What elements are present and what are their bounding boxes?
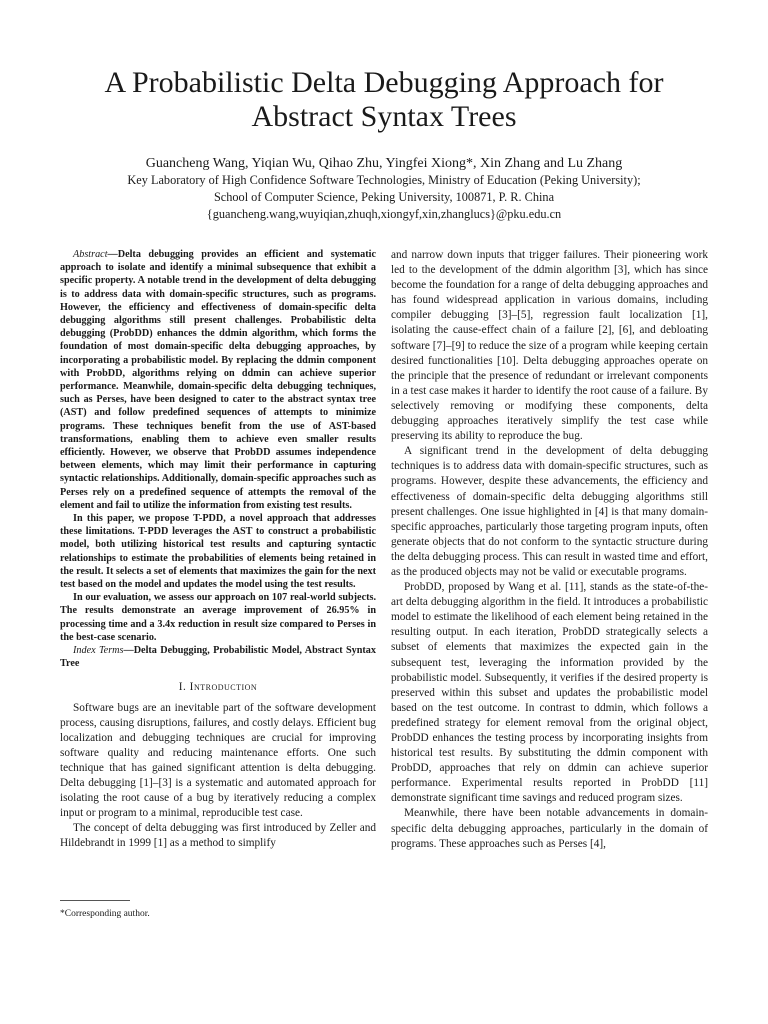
abstract-paragraph-3: In our evaluation, we assess our approach on 107 real-world subjects. The results demonstrate an average improvement of 26.95% in processing time and a 3.4x reduction in result size compared to Perses in the best-case scenario. bbox=[60, 592, 376, 643]
right-column bbox=[391, 248, 708, 852]
author-emails: {guancheng.wang,wuyiqian,zhuqh,xiongyf,xin,zhanglucs}@pku.edu.cn bbox=[206, 207, 562, 221]
title-line-2: Abstract Syntax Trees bbox=[251, 100, 517, 133]
abstract-text-1: —Delta debugging provides an efficient and systematic approach to isolate and identify a minimal subsequence that exhibit a specific property. A notable trend in the development of delta debugging is to address data with domain-specific structures, such as programs. However, the efficiency and effectiveness of domain-specific delta debugging algorithms still present challenges. Probabilistic delta debugging (ProbDD) enhances the ddmin algorithm, which forms the foundation of most domain-specific delta debugging approaches, by incorporating a probabilistic model. By replacing the ddmin component with ProbDD, algorithms relying on ddmin can achieve superior performance. Meanwhile, domain-specific delta debugging techniques, such as Perses, have been designed to cater to the abstract syntax tree (AST) and follow predefined sequences of attempts to minimize programs. These techniques benefit from the use of AST-based transformations, enabling them to achieve even smaller results efficiently. However, we observe that ProbDD assumes independence between elements, which may limit their performance in capturing syntactic relationships. Additionally, domain-specific approaches such as Perses rely on a predefined sequence of attempts the removal of the element and fail to utilize the information from existing test results. bbox=[60, 249, 376, 511]
intro-paragraph-1: Software bugs are an inevitable part of the software development process, causing disruptions, failures, and costly delays. Efficient bug localization and debugging techniques are crucial for improving software quality and reducing maintenance efforts. One such technique that has gained significant attention is delta debugging. Delta debugging [1]–[3] is a systematic and automated approach for isolating the root cause of a bug by iteratively reducing a complex input or program to a minimal, reproducible test case. bbox=[60, 701, 376, 820]
intro-paragraph-3: and narrow down inputs that trigger failures. Their pioneering work led to the development of the ddmin algorithm [3], which has since become the foundation for a range of delta debugging approaches and has found widespread application in various domains, including compiler debugging [3]–[5], regression fault localization [1], isolating the cause-effect chain of a failure [2], [6], and debloating software [7]–[9] to reduce the size of a program while keeping certain desired functionalities [10]. Delta debugging approaches operate on the principle that the presence of redundant or irrelevant components in a test case makes it harder to identify the root cause of a failure. By selectively removing or modifying these components, delta debugging approaches iteratively simplify the test case while preserving its ability to reproduce the bug. bbox=[391, 249, 708, 443]
footnote-divider bbox=[60, 900, 130, 901]
index-terms-label: Index Terms bbox=[73, 645, 124, 657]
left-column bbox=[60, 248, 376, 852]
index-terms bbox=[60, 644, 376, 670]
title-line-1: A Probabilistic Delta Debugging Approach for bbox=[104, 66, 664, 99]
intro-paragraph-5: ProbDD, proposed by Wang et al. [11], stands as the state-of-the-art delta debugging algorithm in the field. It introduces a probabilistic model to estimate the likelihood of each element being retained in the resulting output. In each iteration, ProbDD strategically selects a subset of elements that maximizes the expected gain in the subsequent test, leveraging the information provided by the probabilistic model. Subsequently, it verifies if the desired property is preserved within this subset and updates the probabilistic model based on the test outcome. In contrast to ddmin, which follows a predefined strategy for element removal from the original object, ProbDD enhances the testing process by incorporating insights from historical test results. By substituting the ddmin component with ProbDD, approaches that rely on ddmin can achieve superior performance. Experimental results reported in ProbDD [11] demonstrate significant time savings and reduced program sizes. bbox=[391, 581, 708, 805]
footnote-corresponding-author: *Corresponding author. bbox=[60, 909, 150, 919]
abstract-paragraph-1 bbox=[60, 248, 376, 512]
intro-paragraph-2: The concept of delta debugging was first introduced by Zeller and Hildebrandt in 1999 [1] as a method to simplify bbox=[60, 822, 376, 850]
index-terms-text: —Delta Debugging, Probabilistic Model, Abstract Syntax Tree bbox=[60, 645, 376, 670]
section-heading-introduction: I. Introduction bbox=[178, 680, 258, 693]
paper-title bbox=[40, 66, 728, 134]
intro-paragraph-6: Meanwhile, there have been notable advancements in domain-specific delta debugging approaches, particularly in the domain of programs. These approaches such as Perses [4], bbox=[391, 807, 708, 850]
abstract-paragraph-2: In this paper, we propose T-PDD, a novel approach that addresses these limitations. T-PDD leverages the AST to construct a probabilistic model, both utilizing historical test results and capturing syntactic relationships to estimate the probabilities of elements being retained in the result. It selects a set of elements that maximizes the gain for the next test based on the model and updates the model using the test results. bbox=[60, 513, 376, 591]
affiliation bbox=[40, 172, 728, 223]
author-list: Guancheng Wang, Yiqian Wu, Qihao Zhu, Yingfei Xiong*, Xin Zhang and Lu Zhang bbox=[145, 156, 623, 171]
abstract-label: Abstract bbox=[73, 249, 108, 260]
affiliation-line-1: Key Laboratory of High Confidence Software Technologies, Ministry of Education (Peking University); bbox=[127, 173, 641, 187]
intro-paragraph-4: A significant trend in the development of delta debugging techniques is to address data with domain-specific structures, such as programs. However, despite these advancements, the efficiency and effectiveness of domain-specific delta debugging algorithms still present challenges. One issue highlighted in [4] is that many domain-specific approaches, particularly those targeting program inputs, often generate objects that do not conform to the syntactic structure during the delta debugging process. This can result in wasted time and effort, as the produced objects may not be valid or executable programs. bbox=[391, 445, 708, 578]
affiliation-line-2: School of Computer Science, Peking University, 100871, P. R. China bbox=[213, 190, 555, 204]
